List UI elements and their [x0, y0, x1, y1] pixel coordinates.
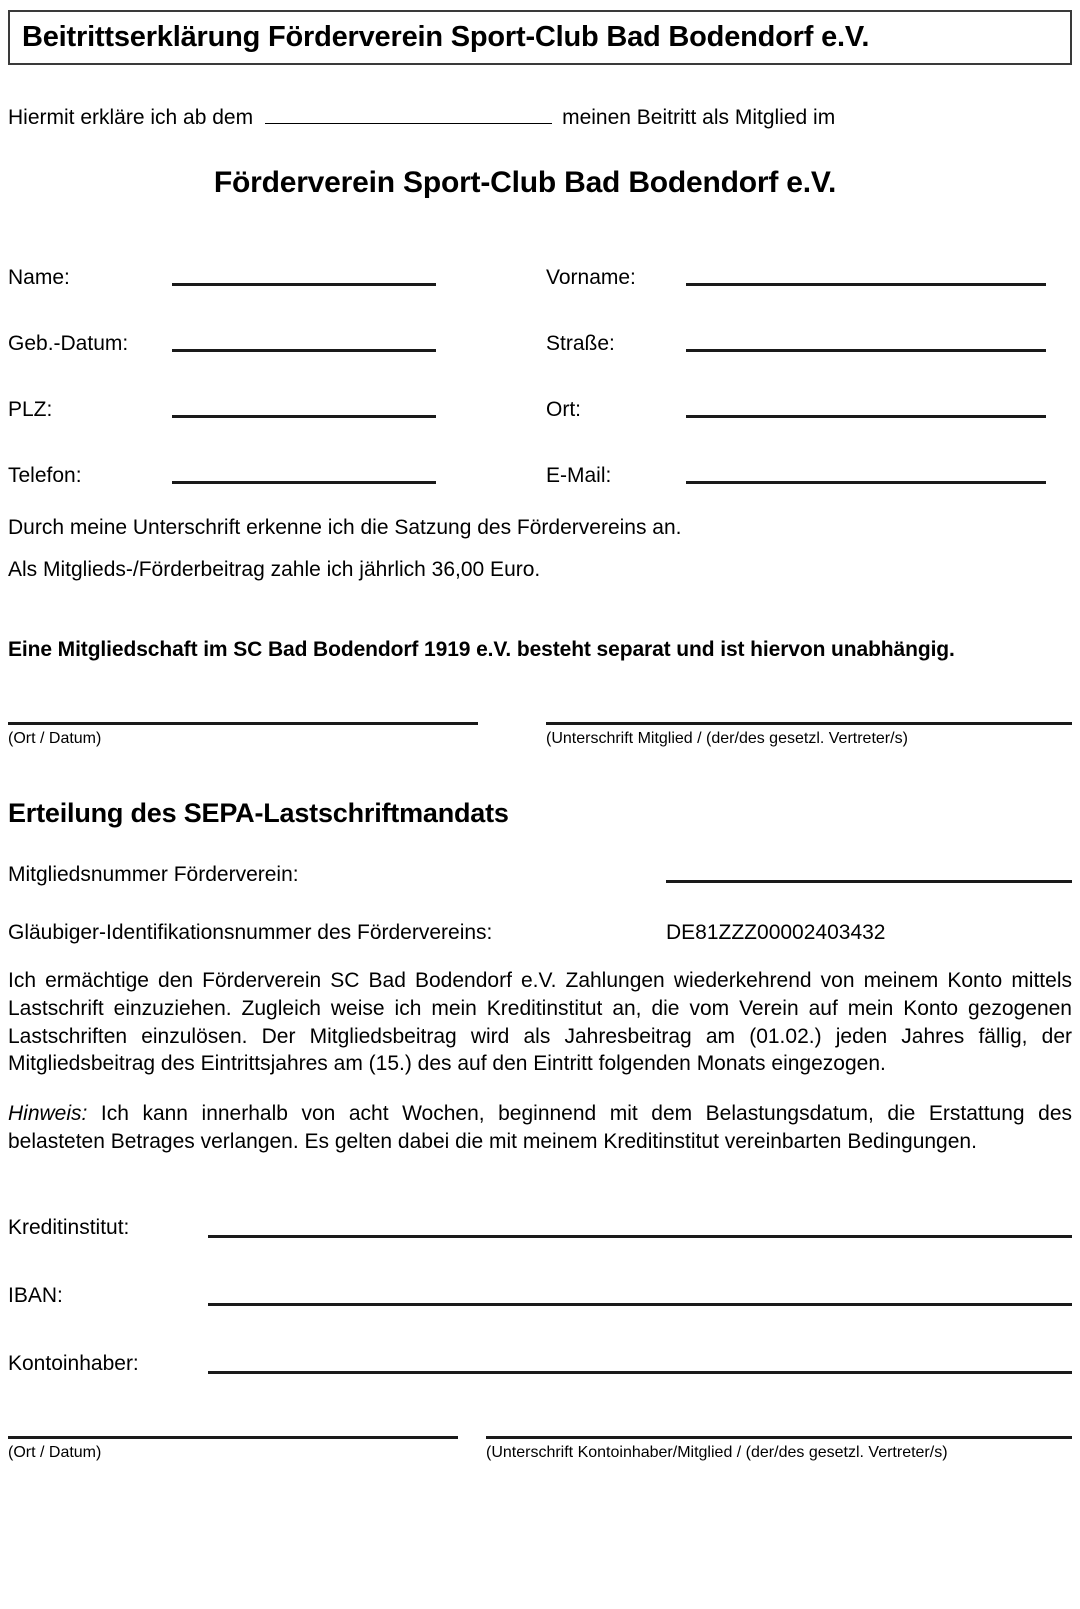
statement-satzung: Durch meine Unterschrift erkenne ich die Satzung des Fördervereins an. — [8, 516, 682, 539]
field-strasse — [546, 333, 1072, 356]
declaration-intro-prefix: Hiermit erkläre ich ab dem — [8, 106, 254, 129]
ort-datum-signature-line[interactable] — [8, 722, 478, 725]
sepa-hinweis-paragraph — [8, 1100, 1072, 1155]
declaration-intro-row — [8, 103, 1072, 130]
ort-input-line[interactable] — [686, 415, 1046, 418]
kontoinhaber-input-line[interactable] — [208, 1371, 1072, 1374]
field-label-plz: PLZ: — [8, 398, 53, 421]
field-row-birthdate — [8, 290, 1072, 356]
bank-row-institute — [8, 1174, 1072, 1242]
ort-datum-caption: (Ort / Datum) — [8, 730, 102, 748]
signature-row-membership — [8, 722, 1072, 748]
field-row-plz-ort — [8, 356, 1072, 422]
field-row-contact — [8, 422, 1072, 488]
iban-input-line[interactable] — [208, 1303, 1072, 1306]
club-name-heading: Förderverein Sport-Club Bad Bodendorf e.V. — [213, 166, 837, 199]
iban-label: IBAN: — [8, 1283, 63, 1307]
field-label-telefon: Telefon: — [8, 464, 82, 487]
ort-datum-caption-bottom: (Ort / Datum) — [8, 1443, 102, 1461]
email-input-line[interactable] — [686, 481, 1046, 484]
field-plz — [8, 399, 546, 422]
account-holder-signature-line[interactable] — [486, 1436, 1072, 1439]
entry-date-input-line[interactable] — [265, 103, 552, 124]
name-input-line[interactable] — [172, 283, 436, 286]
ort-datum-signature-line-bottom[interactable] — [8, 1436, 458, 1439]
field-vorname — [546, 267, 1072, 290]
sepa-row-member-number — [8, 863, 1072, 887]
glaeubiger-id-label: Gläubiger-Identifikationsnummer des Fördervereins: — [8, 921, 493, 945]
kontoinhaber-label: Kontoinhaber: — [8, 1351, 139, 1375]
mitgliedsnummer-input-line[interactable] — [666, 880, 1072, 883]
telefon-input-line[interactable] — [172, 481, 436, 484]
signature-row-sepa — [8, 1436, 1072, 1462]
mitgliedsnummer-label: Mitgliedsnummer Förderverein: — [8, 863, 299, 887]
field-label-strasse: Straße: — [546, 332, 615, 355]
statement-mitgliedschaft-note: Eine Mitgliedschaft im SC Bad Bodendorf 1919 e.V. besteht separat und ist hiervon unabhängig. — [8, 638, 955, 662]
kreditinstitut-input-line[interactable] — [208, 1235, 1072, 1238]
geburtsdatum-input-line[interactable] — [172, 349, 436, 352]
signature-block-account-holder — [486, 1436, 1072, 1462]
bank-data-fields — [8, 1174, 1072, 1378]
signature-block-ort-datum — [8, 722, 478, 748]
statement-beitrag: Als Mitglieds-/Förderbeitrag zahle ich jährlich 36,00 Euro. — [8, 558, 541, 582]
field-label-vorname: Vorname: — [546, 266, 636, 289]
member-signature-line[interactable] — [546, 722, 1072, 725]
field-name — [8, 267, 546, 290]
hinweis-label: Hinweis: — [8, 1102, 88, 1126]
page-title: Beitrittserklärung Förderverein Sport-Club Bad Bodendorf e.V. — [22, 21, 870, 53]
plz-input-line[interactable] — [172, 415, 436, 418]
vorname-input-line[interactable] — [686, 283, 1046, 286]
field-label-name: Name: — [8, 266, 70, 289]
account-holder-signature-caption: (Unterschrift Kontoinhaber/Mitglied / (der/des gesetzl. Vertreter/s) — [486, 1443, 948, 1461]
personal-data-fields — [8, 224, 1072, 488]
field-row-name — [8, 224, 1072, 290]
sepa-row-creditor-id — [8, 921, 1072, 945]
hinweis-text: Ich kann innerhalb von acht Wochen, beginnend mit dem Belastungsdatum, die Erstattung des belasteten Betrages verlangen. Es gelten dabei die mit meinem Kreditinstitut vereinbarten Bedingungen. — [8, 1102, 1072, 1153]
sepa-authorization-text: Ich ermächtige den Förderverein SC Bad Bodendorf e.V. Zahlungen wiederkehrend von meinem Konto mittels Lastschrift einzuziehen. Zugleich weise ich mein Kreditinstitut an, die vom Verein auf mein Konto gezogenen Lastschriften einzulösen. Der Mitgliedsbeitrag wird als Jahresbeitrag am (01.02.) jeden Jahres fällig, der Mitgliedsbeitrag des Eintrittsjahres am (15.) des auf den Eintritt folgenden Monats eingezogen. — [8, 969, 1072, 1076]
document-title-box — [8, 10, 1072, 65]
field-ort — [546, 399, 1072, 422]
kreditinstitut-label: Kreditinstitut: — [8, 1215, 130, 1239]
glaeubiger-id-value: DE81ZZZ00002403432 — [666, 921, 886, 945]
field-label-email: E-Mail: — [546, 464, 612, 487]
field-telefon — [8, 465, 546, 488]
member-signature-caption: (Unterschrift Mitglied / (der/des gesetzl. Vertreter/s) — [546, 730, 908, 748]
field-email — [546, 465, 1072, 488]
strasse-input-line[interactable] — [686, 349, 1046, 352]
signature-block-ort-datum-bottom — [8, 1436, 458, 1462]
field-label-geburtsdatum: Geb.-Datum: — [8, 332, 129, 355]
sepa-section-heading: Erteilung des SEPA-Lastschriftmandats — [8, 798, 509, 829]
declaration-intro-suffix: meinen Beitritt als Mitglied im — [562, 106, 836, 129]
bank-row-iban — [8, 1242, 1072, 1310]
bank-row-account-holder — [8, 1310, 1072, 1378]
field-label-ort: Ort: — [546, 398, 581, 421]
field-geburtsdatum — [8, 333, 546, 356]
signature-block-member — [546, 722, 1072, 748]
